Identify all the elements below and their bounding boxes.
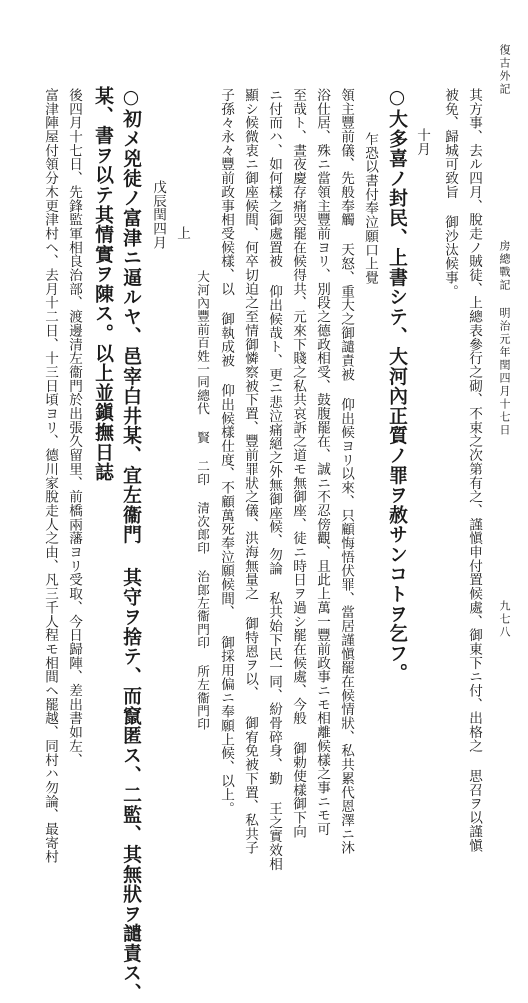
page-number: 九七八 <box>498 600 511 639</box>
closing-mark: 上 <box>174 226 190 240</box>
text-column: 領主豐前儀、先般奉觸 天怒、重大之御譴責被 仰出候ヨリ以來、只顧悔悟伏罪、當居謹愼罷在候情狀、私共累代恩澤ニ沐 <box>338 88 354 855</box>
petition-title: 乍恐以書付奉泣願口上覺 <box>362 132 378 285</box>
signatories: 大河內豐前百姓一同總代 賢 二印 清次郎印 治郎左衞門印 所左衞門印 <box>195 270 210 731</box>
text-column: 後四月十七日、先鋒監軍相良治部、渡邊清左衞門於出張久留里、前橋兩藩ヨリ受取、今日歸陣、差出書如左、 <box>66 88 82 767</box>
text-column: ニ付而ハ、如何樣之御處置被 仰出候哉ト、更ニ悲泣痛絕之外無御座候、勿論 私共始下民一同、紛骨碎身、勤 王之實效相 <box>266 88 282 871</box>
section-heading: ○大多喜ノ封民、上書シテ、大河內正質ノ罪ヲ赦サンコトヲ乞フ。 <box>386 86 408 683</box>
section-header: 房總戰記 明治元年閏四月十七日 <box>498 240 511 437</box>
text-column: 被免、歸城可致旨 御沙汰候事。 <box>442 88 458 299</box>
text-column: 富津陣屋付領分木更津村ヘ、去月十二日、十三日頃ヨリ、德川家脫走人之由、凡三千人程モ相間ヘ罷越、同村ハ勿論、最寄村 <box>42 88 58 864</box>
section-heading-continued: 某、書ヲ以テ其情實ヲ陳ス。以上並鎭撫日誌 <box>92 86 114 482</box>
text-column: 其方事、去ル四月、脫走ノ賊徒、上總表參行之砌、不束之次第有之、謹愼申付置候處、御東下ニ付、出格之 思召ヲ以謹愼 <box>466 88 482 853</box>
text-column: 子孫々永々豐前政事相受候樣、以 御執成被 仰出候樣仕度、不顧萬死奉泣願候間、 御採用偏ニ奉願上候、以上。 <box>218 88 234 816</box>
text-column: 至哉ト、晝夜慶存痛哭罷在候得共、元來下賤之私共哀訴之道モ無御座、徒ニ時日ヲ過シ罷在候處、今般 御勅使樣御下向 <box>290 88 306 839</box>
text-column: 顯シ候微衷ニ御座候間、何卒切迫之至情御憐察被下置、豐前罪狀之儀、洪海無量之 御特恩ヲ以、 御宥免被下置、私共子 <box>242 88 258 855</box>
book-title: 復古外記 <box>498 44 511 96</box>
section-heading: ○初メ兇徒ノ富津ニ逼ルヤ、邑宰白井某、宜左衞門 其守ヲ捨テ、而竄匿ス、二監、其無狀ヲ譴責ス、 <box>120 86 142 1003</box>
text-column: 浴仕居、殊ニ當領主豐前ヨリ、別段之德政相受、鼓腹罷在、誠ニ不忍傍觀、且此上萬一豐前政事ニモ相離候樣之事ニモ可 <box>314 88 330 836</box>
month-heading: 十月 <box>414 128 430 156</box>
date-line: 戊辰閏四月 <box>150 180 166 250</box>
